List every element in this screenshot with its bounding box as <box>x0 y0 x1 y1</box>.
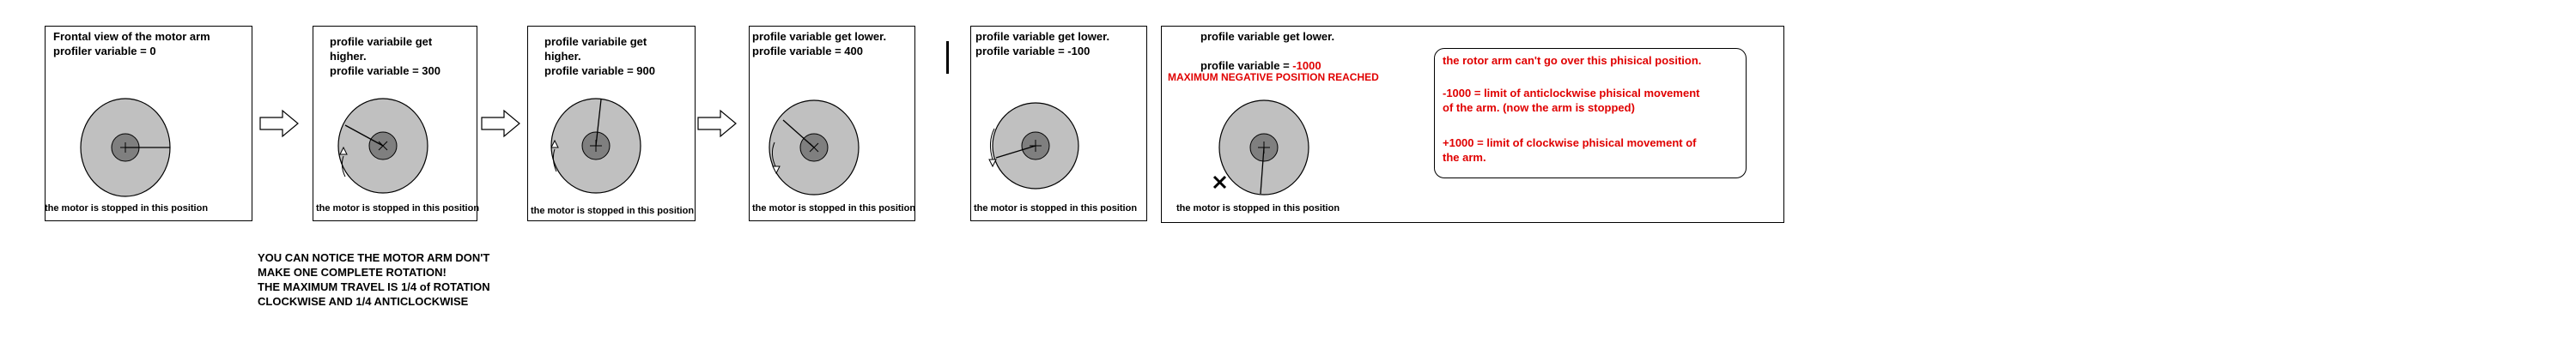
info-line-1: the rotor arm can't go over this phisical position. <box>1443 54 1702 67</box>
panel-caption: the motor is stopped in this position <box>752 203 916 214</box>
rotation-note: YOU CAN NOTICE THE MOTOR ARM DON'T MAKE ONE COMPLETE ROTATION! THE MAXIMUM TRAVEL IS 1/4 of ROTATION CLOCKWISE AND 1/4 ANTICLOCKWISE <box>258 251 490 308</box>
motor-diagram <box>335 94 429 202</box>
max-negative-warning: MAXIMUM NEGATIVE POSITION REACHED <box>1168 71 1379 83</box>
panel-caption: the motor is stopped in this position <box>45 203 209 214</box>
separator-bar <box>946 41 949 74</box>
arrow-right-icon <box>697 110 737 137</box>
panel-title-prefix: profile variable = <box>1200 59 1293 72</box>
motor-diagram <box>764 94 863 202</box>
info-line-2: -1000 = limit of anticlockwise phisical movement of the arm. (now the arm is stopped) <box>1443 87 1700 114</box>
arrow-right-icon <box>481 110 520 137</box>
panel-title: profile variabile get higher. profile variable = 300 <box>330 35 440 77</box>
panel-title-value: -1000 <box>1292 59 1321 72</box>
panel-caption: the motor is stopped in this position <box>974 203 1138 214</box>
motor-diagram <box>79 93 173 204</box>
panel-title: profile variable get lower. profile variable = 400 <box>752 30 887 57</box>
info-line-3: +1000 = limit of clockwise phisical movement of the arm. <box>1443 136 1697 164</box>
panel-title-line1: profile variable get lower. <box>1200 30 1335 43</box>
panel-title: profile variabile get higher. profile variable = 900 <box>544 35 655 77</box>
panel-title-line2 <box>1200 44 1321 73</box>
motor-diagram <box>982 94 1081 193</box>
panel-title: Frontal view of the motor arm profiler variable = 0 <box>53 30 210 57</box>
panel-caption: the motor is stopped in this position <box>1176 203 1340 214</box>
panel-caption: the motor is stopped in this position <box>316 203 480 214</box>
x-mark-icon <box>1212 175 1228 190</box>
motor-diagram <box>546 94 645 202</box>
panel-caption: the motor is stopped in this position <box>531 206 695 216</box>
panel-title: profile variable get lower. profile variable = -100 <box>975 30 1110 57</box>
arrow-right-icon <box>259 110 299 137</box>
motor-diagram <box>1216 96 1315 203</box>
